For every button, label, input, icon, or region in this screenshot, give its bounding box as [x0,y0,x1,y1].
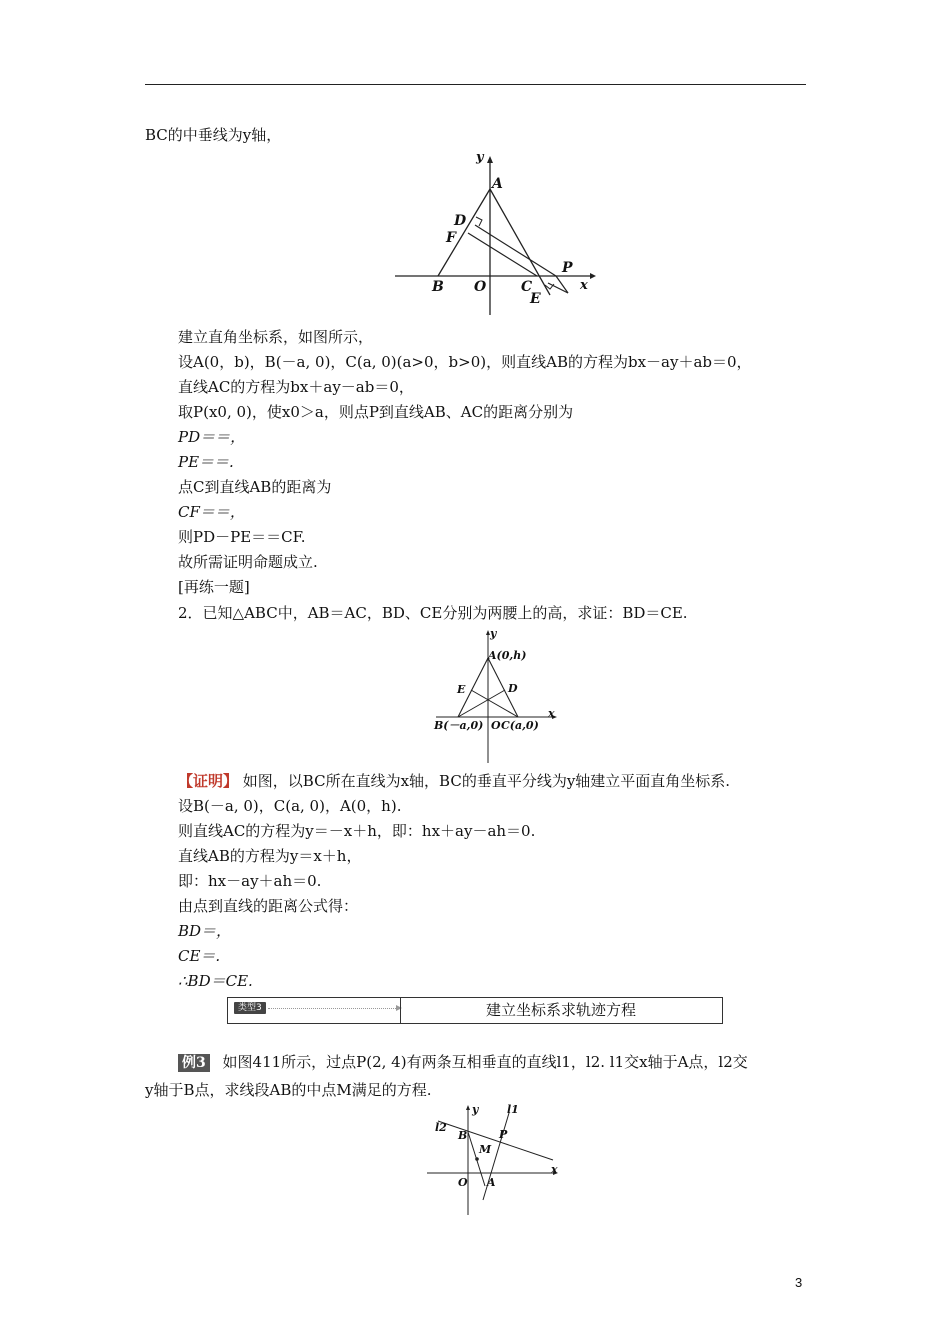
section-arrow-icon [268,1008,398,1009]
example-line [178,1052,748,1072]
text-line-18: 即：hx－ay＋ah＝0. [178,872,322,890]
fig2-label-d: D [508,682,518,695]
fig2-label-b: B(－a,0) [434,719,484,732]
text-line-17: 直线AB的方程为y＝x＋h， [178,847,362,865]
text-line-1: BC的中垂线为y轴， [145,126,282,144]
figure-perpendicular-lines [425,1103,565,1218]
figure-triangle-perpendiculars [390,145,600,320]
figure-isosceles-heights [432,625,562,765]
proof-tag: 【证明】 [178,772,239,790]
fig1-label-a: A [492,176,503,192]
text-line-8: 点C到直线AB的距离为 [178,478,332,496]
fig3-label-o: O [458,1176,468,1189]
text-line-13: 2．已知△ABC中，AB＝AC，BD、CE分别为两腰上的高，求证：BD＝CE. [178,604,688,622]
fig2-label-a: A(0,h) [488,649,527,662]
text-line-16: 则直线AC的方程为y＝－x＋h，即：hx＋ay－ah＝0. [178,822,536,840]
fig3-label-l1: l1 [507,1103,519,1116]
text-line-20: BD＝， [178,922,232,940]
text-line-21: CE＝. [178,947,221,965]
text-line-11: 故所需证明命题成立. [178,553,318,571]
text-line-19: 由点到直线的距离公式得： [178,897,359,915]
section-header-box [227,997,723,1024]
text-line-9: CF＝＝， [178,503,245,521]
section-type-tag: 类型3 [234,1002,266,1014]
example-tag: 例3 [178,1054,210,1072]
fig1-label-f: F [446,230,456,246]
text-line-24: y轴于B点，求线段AB的中点M满足的方程. [145,1081,432,1099]
fig3-label-l2: l2 [435,1121,447,1134]
fig1-label-o: O [474,279,487,295]
text-line-7: PE＝＝. [178,453,234,471]
fig3-label-p: P [499,1128,508,1141]
fig3-label-x: x [551,1163,558,1176]
fig3-label-a: A [487,1176,496,1189]
section-title: 建立坐标系求轨迹方程 [485,1001,636,1019]
text-line-3: 设A(0，b)，B(－a, 0)，C(a, 0)(a>0，b>0)，则直线AB的方程为bx－ay＋ab＝0， [178,353,752,371]
text-line-15: 设B(－a, 0)，C(a, 0)，A(0，h). [178,797,402,815]
header-rule [145,84,806,85]
proof-text: 如图，以BC所在直线为x轴，BC的垂直平分线为y轴建立平面直角坐标系. [242,772,731,790]
fig2-label-x: x [548,707,555,720]
fig1-label-e: E [530,291,541,307]
proof-line [178,771,730,791]
page-number: 3 [795,1275,803,1290]
text-line-10: 则PD－PE＝＝CF. [178,528,306,546]
text-line-12: [再练一题] [178,578,250,596]
fig3-label-b: B [458,1129,468,1142]
fig2-label-o: O [491,719,501,732]
fig3-label-y: y [472,1103,479,1116]
fig1-label-p: P [562,260,573,276]
example-text: 如图411所示，过点P(2, 4)有两条互相垂直的直线l1，l2. l1交x轴于A点，l2交 [222,1053,748,1071]
fig1-label-b: B [432,279,444,295]
fig3-label-m: M [479,1143,492,1156]
text-line-2: 建立直角坐标系，如图所示， [178,328,374,346]
fig1-label-c: C [521,279,533,295]
fig1-label-x: x [580,278,588,293]
text-line-22: ∴BD＝CE. [178,972,253,990]
fig2-label-y: y [490,627,497,640]
fig1-label-y: y [476,150,484,165]
fig1-label-d: D [454,213,467,229]
fig2-label-e: E [457,683,466,696]
text-line-6: PD＝＝， [178,428,246,446]
text-line-5: 取P(x0, 0)，使x0＞a，则点P到直线AB、AC的距离分别为 [178,403,574,421]
text-line-4: 直线AC的方程为bx＋ay－ab＝0， [178,378,414,396]
fig2-label-c: C(a,0) [501,719,539,732]
